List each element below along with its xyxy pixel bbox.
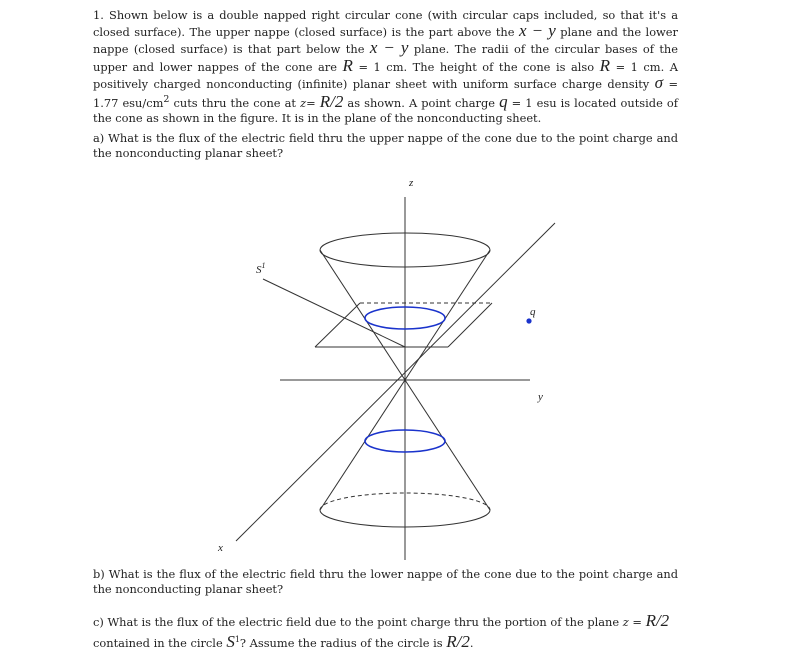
guide-line <box>263 279 405 347</box>
question-b: b) What is the flux of the electric field thru the lower nappe of the cone due to the point charge and the nonconducting planar sheet? <box>93 567 678 597</box>
y-axis-label: y <box>538 391 543 403</box>
question-a: a) What is the flux of the electric field thru the upper nappe of the cone due to the point charge and the nonconducting planar sheet? <box>93 131 678 161</box>
point-charge <box>526 318 531 323</box>
problem-number: 1. <box>93 8 104 22</box>
sheet-left-edge <box>315 303 360 347</box>
circle-s1-label: $S^1$ <box>256 261 266 276</box>
charge-label: q <box>530 306 536 318</box>
lower-nappe-right <box>405 380 490 510</box>
x-axis-label: x <box>218 542 223 554</box>
problem-intro: 1. Shown below is a double napped right circular cone (with circular caps included, so that it's a closed surface). The upper nappe (closed surface) is the part above the x − y plane and the lower nappe (closed surface) is that part below the x − y plane. The radii of the circular bases of the upper and lower nappes of the cone are R = 1 cm. The height of the cone is also R = 1 cm. A positively charged nonconducting (infinite) planar sheet with uniform surface charge density σ = 1.77 esu/$cm^2$ cuts thru the cone at z= R/2 as shown. A point charge q = 1 esu is located outside of the cone as shown in the figure. It is in the plane of the nonconducting sheet. <box>93 8 679 126</box>
question-c: c) What is the flux of the electric field due to the point charge thru the portion of the plane z = R/2 contained in the circle $S^1$? Assume the radius of the circle is R/2. <box>93 611 670 651</box>
upper-nappe-left <box>320 250 405 380</box>
z-axis-label: z <box>409 177 414 189</box>
upper-nappe-right <box>405 250 490 380</box>
sheet-right-edge <box>448 303 492 347</box>
